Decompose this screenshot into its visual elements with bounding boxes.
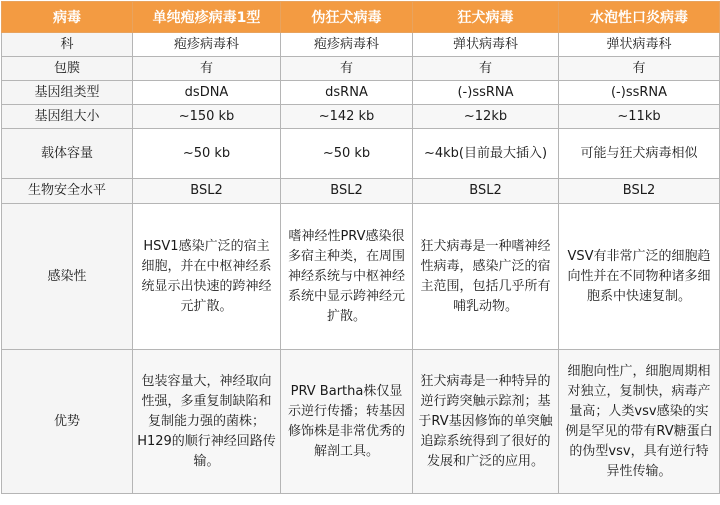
table-row	[2, 129, 720, 179]
header-cell: 水泡性口炎病毒	[559, 2, 720, 33]
table-cell: BSL2	[281, 179, 413, 204]
header-cell: 单纯疱疹病毒1型	[133, 2, 281, 33]
row-label: 包膜	[2, 57, 133, 81]
table-cell: ~142 kb	[281, 105, 413, 129]
row-label: 生物安全水平	[2, 179, 133, 204]
row-label: 基因组大小	[2, 105, 133, 129]
header-row	[2, 2, 720, 33]
table-cell: 狂犬病毒是一种特异的逆行跨突触示踪剂；基于RV基因修饰的单突触追踪系统得到了很好的发展和广泛的应用。	[413, 350, 559, 494]
table-row	[2, 33, 720, 57]
table-cell: (-)ssRNA	[413, 81, 559, 105]
table-cell: 细胞向性广，细胞周期相对独立，复制快，病毒产量高；人类vsv感染的实例是罕见的带有RV糖蛋白的伪型vsv，具有逆行特异性传输。	[559, 350, 720, 494]
table-cell: ~11kb	[559, 105, 720, 129]
row-label: 载体容量	[2, 129, 133, 179]
table-cell: 疱疹病毒科	[133, 33, 281, 57]
table-cell: ~150 kb	[133, 105, 281, 129]
table-cell: HSV1感染广泛的宿主细胞，并在中枢神经系统显示出快速的跨神经元扩散。	[133, 204, 281, 350]
row-label: 感染性	[2, 204, 133, 350]
table-cell: 疱疹病毒科	[281, 33, 413, 57]
virus-comparison-table	[1, 1, 720, 494]
table-cell: ~4kb(目前最大插入)	[413, 129, 559, 179]
table-cell: 狂犬病毒是一种嗜神经性病毒，感染广泛的宿主范围，包括几乎所有哺乳动物。	[413, 204, 559, 350]
table-cell: ~50 kb	[133, 129, 281, 179]
table-row	[2, 350, 720, 494]
table-cell: 弹状病毒科	[559, 33, 720, 57]
table-row	[2, 179, 720, 204]
table-row	[2, 57, 720, 81]
table-cell: PRV Bartha株仅显示逆行传播；转基因修饰株是非常优秀的解剖工具。	[281, 350, 413, 494]
header-cell: 伪狂犬病毒	[281, 2, 413, 33]
table-row	[2, 81, 720, 105]
table-cell: 可能与狂犬病毒相似	[559, 129, 720, 179]
table-cell: 嗜神经性PRV感染很多宿主种类，在周围神经系统与中枢神经系统中显示跨神经元扩散。	[281, 204, 413, 350]
row-label: 科	[2, 33, 133, 57]
table-row	[2, 204, 720, 350]
table-cell: 包装容量大，神经取向性强，多重复制缺陷和复制能力强的菌株；H129的顺行神经回路传输。	[133, 350, 281, 494]
table-cell: VSV有非常广泛的细胞趋向性并在不同物种诸多细胞系中快速复制。	[559, 204, 720, 350]
table-row	[2, 105, 720, 129]
table-cell: 有	[559, 57, 720, 81]
table-cell: 有	[133, 57, 281, 81]
table-cell: BSL2	[559, 179, 720, 204]
table-cell: 有	[281, 57, 413, 81]
row-label: 基因组类型	[2, 81, 133, 105]
table-cell: (-)ssRNA	[559, 81, 720, 105]
row-label: 优势	[2, 350, 133, 494]
table-cell: ~12kb	[413, 105, 559, 129]
table-cell: BSL2	[413, 179, 559, 204]
table-cell: ~50 kb	[281, 129, 413, 179]
header-cell: 病毒	[2, 2, 133, 33]
table-cell: dsDNA	[133, 81, 281, 105]
table-cell: 有	[413, 57, 559, 81]
table-cell: dsRNA	[281, 81, 413, 105]
table-cell: BSL2	[133, 179, 281, 204]
header-cell: 狂犬病毒	[413, 2, 559, 33]
table-cell: 弹状病毒科	[413, 33, 559, 57]
